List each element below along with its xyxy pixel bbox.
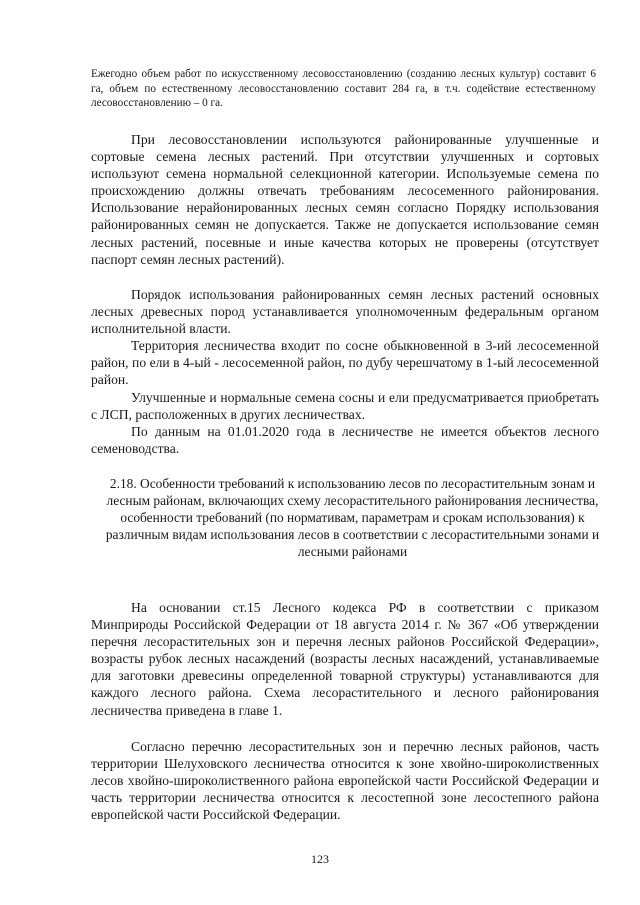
paragraph-forest-code: На основании ст.15 Лесного кодекса РФ в соответствии с приказом Минприроды Российской Федерации от 18 августа 2014 г. № 367 «Об утверждении перечня лесорастительных зон и перечня лесных районов Российской Федерации», возрасты рубок лесных насаждений (возрасты лесных насаждений, устанавливаемые для заготовки древесины определенной товарной структуры) устанавливаются для каждого лесного района. Схема лесорастительного и лесного районирования лесничества приведена в главе 1. bbox=[91, 600, 599, 718]
paragraph-seed-objects: По данным на 01.01.2020 года в лесничестве не имеется объектов лесного семеноводства. bbox=[91, 424, 599, 457]
paragraph-improved-seeds: Улучшенные и нормальные семена сосны и ели предусматривается приобретать с ЛСП, расположенных в других лесничествах. bbox=[91, 390, 599, 423]
page-number: 123 bbox=[311, 852, 329, 866]
section-heading: 2.18. Особенности требований к использованию лесов по лесорастительным зонам и лесным районам, включающих схему лесорастительного районирования лесничества, особенности требований (по нормативам, параметрам и срокам использования) к различным видам использования лесов в соответствии с лесорастительными зонами и лесными районами bbox=[105, 476, 600, 559]
intro-note: Ежегодно объем работ по искусственному лесовосстановлению (созданию лесных культур) составит 6 га, объем по естественному лесовосстановлению составит 284 га, в т.ч. содействие естественному лесовосстановлению – 0 га. bbox=[91, 68, 596, 109]
paragraph-seed-order: Порядок использования районированных семян лесных растений основных лесных древесных пород устанавливается уполномоченным федеральным органом исполнительной власти. bbox=[91, 287, 599, 337]
paragraph-forest-zones: Согласно перечню лесорастительных зон и перечню лесных районов, часть территории Шелуховского лесничества относится к зоне хвойно-широколиственных лесов хвойно-широколиственного района европейской части Российской Федерации и часть территории лесничества относится к лесостепной зоне лесостепного района европейской части Российской Федерации. bbox=[91, 739, 599, 823]
paragraph-seed-districts: Территория лесничества входит по сосне обыкновенной в 3-ий лесосеменной район, по ели в 4-ый - лесосеменной район, по дубу черешчатому в 1-ый лесосеменной район. bbox=[91, 338, 599, 388]
paragraph-seeds: При лесовосстановлении используются районированные улучшенные и сортовые семена лесных растений. При отсутствии улучшенных и сортовых используют семена нормальной селекционной категории. Используемые семена по происхождению должны отвечать требованиям лесосеменного районирования. Использование нерайонированных лесных семян согласно Порядку использования районированных семян не допускается. Также не допускается использование семян лесных растений, посевные и иные качества которых не проверены (отсутствует паспорт семян лесных растений). bbox=[91, 132, 599, 267]
